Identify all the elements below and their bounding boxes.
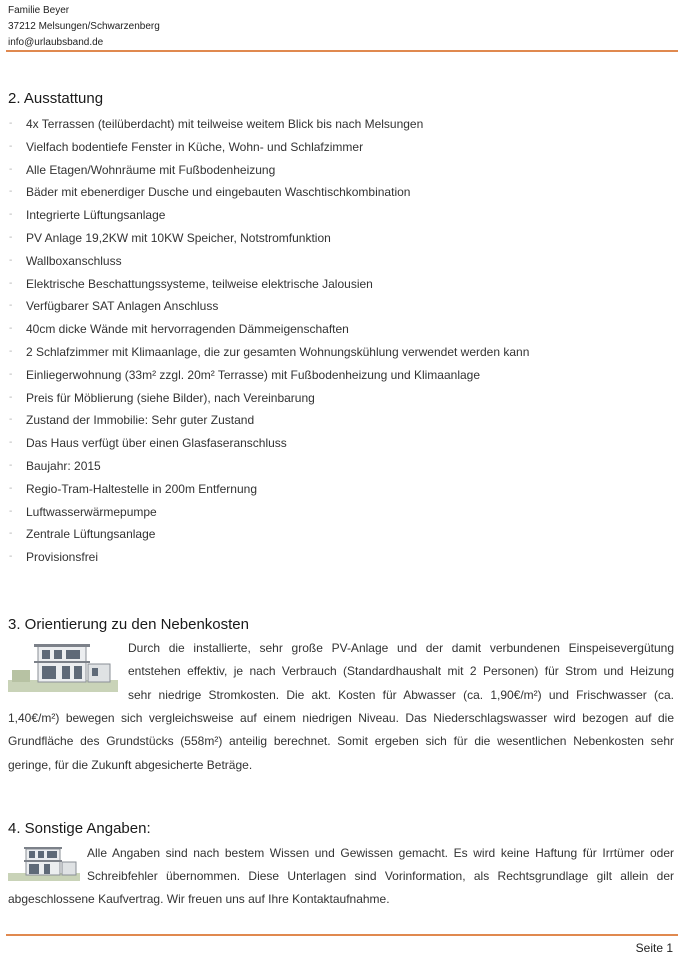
feature-text: Elektrische Beschattungssysteme, teilweise elektrische Jalousien [26, 276, 373, 291]
bullet-icon: - [9, 140, 13, 152]
bullet-icon: - [9, 391, 13, 403]
feature-item [8, 523, 529, 546]
feature-item [8, 501, 529, 524]
feature-item [8, 318, 529, 341]
feature-item [8, 204, 529, 227]
bullet-icon: - [9, 254, 13, 266]
feature-item [8, 478, 529, 501]
section-3-line: Durch die installierte, sehr große PV-Anlage und der damit verbundenen Einspeisevergütung [128, 641, 674, 655]
sender-address: 37212 Melsungen/Schwarzenberg [8, 21, 160, 32]
section-3-line: sehr niedrige Stromkosten. Die akt. Kosten für Abwasser (ca. 1,90€/m²) und Frischwasser (ca. [128, 687, 674, 702]
feature-text: Einliegerwohnung (33m² zzgl. 20m² Terrasse) mit Fußbodenheizung und Klimaanlage [26, 367, 481, 382]
section-4-body [8, 888, 674, 911]
feature-item [8, 409, 529, 432]
feature-text: PV Anlage 19,2KW mit 10KW Speicher, Notstromfunktion [26, 230, 331, 245]
bullet-icon: - [9, 231, 13, 243]
header-rule [6, 50, 678, 52]
bullet-icon: - [9, 118, 13, 129]
feature-item [8, 181, 529, 204]
section-4-line: abgeschlossene Kaufvertrag. Wir freuen uns auf Ihre Kontaktaufnahme. [8, 892, 390, 906]
feature-text: Bäder mit ebenerdiger Dusche und eingebauten Waschtischkombination [26, 185, 411, 200]
footer-rule [6, 934, 678, 936]
bullet-icon: - [9, 186, 13, 198]
feature-item [8, 295, 529, 318]
bullet-icon: - [9, 163, 13, 175]
bullet-icon: - [9, 482, 13, 494]
bullet-icon: - [9, 277, 13, 289]
bullet-icon: - [9, 437, 13, 449]
feature-item [8, 546, 529, 569]
feature-item [8, 455, 529, 478]
feature-text: 40cm dicke Wände mit hervorragenden Dämmeigenschaften [26, 322, 349, 337]
section-3-line: geringe, für die Zukunft abgesicherte Beträge. [8, 757, 253, 772]
feature-text: Integrierte Lüftungsanlage [26, 208, 166, 223]
feature-text: Zustand der Immobilie: Sehr guter Zustand [26, 413, 255, 428]
feature-text: 4x Terrassen (teilüberdacht) mit teilweise weitem Blick bis nach Melsungen [26, 117, 424, 131]
bullet-icon: - [9, 300, 13, 312]
section-4-line: Alle Angaben sind nach bestem Wissen und Gewissen gemacht. Es wird keine Haftung für Irrtümer oder [87, 846, 674, 860]
section-4-title: 4. Sonstige Angaben: [8, 820, 151, 837]
feature-item [8, 113, 529, 136]
feature-text: Luftwasserwärmepumpe [26, 504, 157, 519]
bullet-icon: - [9, 368, 13, 380]
section-4-line: Schreibfehler übernommen. Diese Unterlagen sind Vorinformation, als Rechtsgrundlage gilt allein der [87, 869, 674, 884]
bullet-icon: - [9, 551, 13, 563]
feature-text: Provisionsfrei [26, 550, 99, 565]
bullet-icon: - [9, 345, 13, 357]
bullet-icon: - [9, 528, 13, 540]
feature-text: Das Haus verfügt über einen Glasfaseranschluss [26, 436, 287, 451]
feature-item [8, 432, 529, 455]
bullet-icon: - [9, 414, 13, 426]
section-4-intro [87, 842, 674, 889]
section-3-body [8, 707, 674, 777]
feature-item [8, 136, 529, 159]
feature-text: Verfügbarer SAT Anlagen Anschluss [26, 299, 219, 314]
feature-item [8, 227, 529, 250]
bullet-icon: - [9, 323, 13, 335]
section-3-intro [128, 637, 674, 707]
house-thumbnail-icon [8, 640, 118, 692]
feature-text: Wallboxanschluss [26, 253, 122, 268]
feature-item [8, 364, 529, 387]
sender-name: Familie Beyer [8, 5, 70, 16]
feature-item [8, 159, 529, 182]
bullet-icon: - [9, 459, 13, 471]
feature-item [8, 250, 529, 273]
page-number: Seite 1 [635, 941, 673, 955]
section-3-line: 1,40€/m²) bewegen sich vergleichsweise auf einem niedrigen Niveau. Das Niederschlagswasser wird bezogen auf die [8, 711, 674, 725]
feature-text: Vielfach bodentiefe Fenster in Küche, Wohn- und Schlafzimmer [26, 139, 364, 154]
section-3-title: 3. Orientierung zu den Nebenkosten [8, 616, 249, 633]
bullet-icon: - [9, 505, 13, 517]
section-3-line: Grundfläche des Grundstücks (558m²) anteilig berechnet. Somit ergeben sich für die wesentlichen Nebenkosten sehr [8, 734, 674, 749]
sender-email: info@urlaubsband.de [8, 37, 104, 48]
feature-item [8, 387, 529, 410]
feature-item [8, 341, 529, 364]
feature-item [8, 273, 529, 296]
feature-text: Preis für Möblierung (siehe Bilder), nach Vereinbarung [26, 390, 315, 405]
feature-text: Regio-Tram-Haltestelle in 200m Entfernung [26, 481, 257, 496]
section-2-title: 2. Ausstattung [8, 90, 104, 107]
features-list [8, 113, 529, 569]
feature-text: Alle Etagen/Wohnräume mit Fußbodenheizung [26, 162, 276, 177]
feature-text: 2 Schlafzimmer mit Klimaanlage, die zur gesamten Wohnungskühlung verwendet werden kann [26, 344, 530, 359]
section-3-line: entstehen effektiv, je nach Verbrauch (Standardhaushalt mit 2 Personen) für Strom und Heizung [128, 664, 674, 679]
bullet-icon: - [9, 209, 13, 221]
letterhead [8, 3, 160, 51]
feature-text: Zentrale Lüftungsanlage [26, 527, 156, 542]
feature-text: Baujahr: 2015 [26, 458, 101, 473]
house-small-thumbnail-icon [8, 845, 80, 881]
